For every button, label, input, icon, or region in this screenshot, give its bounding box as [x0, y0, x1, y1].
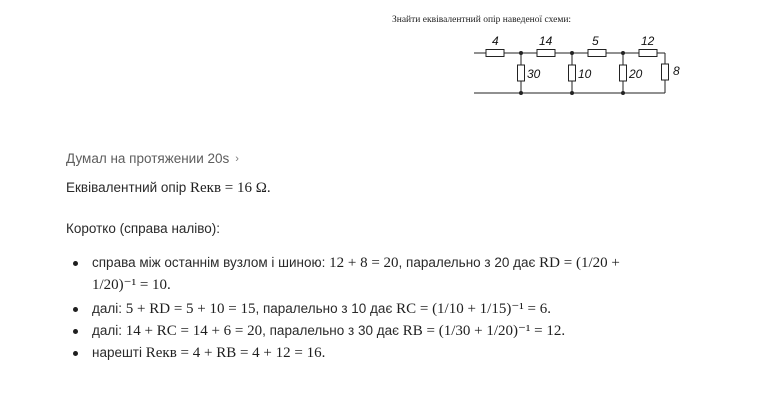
- label-r8: 8: [673, 64, 680, 78]
- label-r5: 5: [592, 34, 599, 48]
- step-math: RB = (1/30 + 1/20)⁻¹ = 12.: [402, 323, 566, 339]
- label-r30: 30: [527, 67, 541, 81]
- resistor-10: [569, 65, 576, 81]
- intro-text: Коротко (справа наліво):: [66, 221, 221, 236]
- step-math: Rекв = 4 + RB = 4 + 12 = 16.: [145, 345, 326, 361]
- step-math: RC = (1/10 + 1/15)⁻¹ = 6.: [396, 301, 551, 317]
- resistor-30: [518, 65, 525, 81]
- resistor-14: [537, 50, 555, 57]
- label-r12: 12: [641, 34, 655, 48]
- label-r14: 14: [539, 34, 553, 48]
- step-math: 5 + RD = 5 + 10 = 15: [125, 301, 256, 317]
- answer-line: [66, 180, 271, 197]
- label-r4: 4: [492, 34, 499, 48]
- image-caption: Знайти еквівалентний опір наведеної схеми:: [392, 15, 572, 25]
- attached-circuit-image[interactable]: [382, 8, 712, 108]
- label-r20: 20: [629, 67, 643, 81]
- step-math: 1/20)⁻¹ = 10.: [92, 277, 171, 293]
- step-text: далі:: [92, 301, 126, 316]
- step-math: 14 + RC = 14 + 6 = 20: [125, 323, 263, 339]
- step-text: , паралельно з 10 дає: [255, 301, 397, 316]
- circuit-diagram: [382, 8, 712, 108]
- step-math: 12 + 8 = 20: [329, 255, 399, 271]
- answer-prefix: Еквівалентний опір: [66, 180, 190, 195]
- step-text: , паралельно з 20 дає: [398, 255, 540, 270]
- label-r10: 10: [578, 67, 592, 81]
- thinking-toggle[interactable]: [66, 151, 239, 166]
- list-item: [70, 298, 670, 320]
- chevron-right-icon: ›: [235, 152, 239, 165]
- step-text: , паралельно з 30 дає: [262, 323, 403, 338]
- list-item: [70, 342, 670, 364]
- resistor-5: [588, 50, 606, 57]
- thinking-label: Думал на протяжении 20s: [66, 151, 230, 166]
- resistor-20: [620, 65, 627, 81]
- step-math: RD = (1/20 +: [539, 255, 620, 271]
- step-text: нарешті: [92, 345, 146, 360]
- steps-list: [70, 252, 670, 364]
- resistor-12: [639, 50, 657, 57]
- resistor-8: [662, 64, 669, 80]
- answer-math: Rекв = 16 Ω.: [190, 180, 271, 196]
- step-text: далі:: [92, 323, 126, 338]
- step-text: справа між останнім вузлом і шиною:: [92, 255, 330, 270]
- list-item: [70, 252, 670, 296]
- resistor-4: [486, 50, 504, 57]
- list-item: [70, 320, 670, 342]
